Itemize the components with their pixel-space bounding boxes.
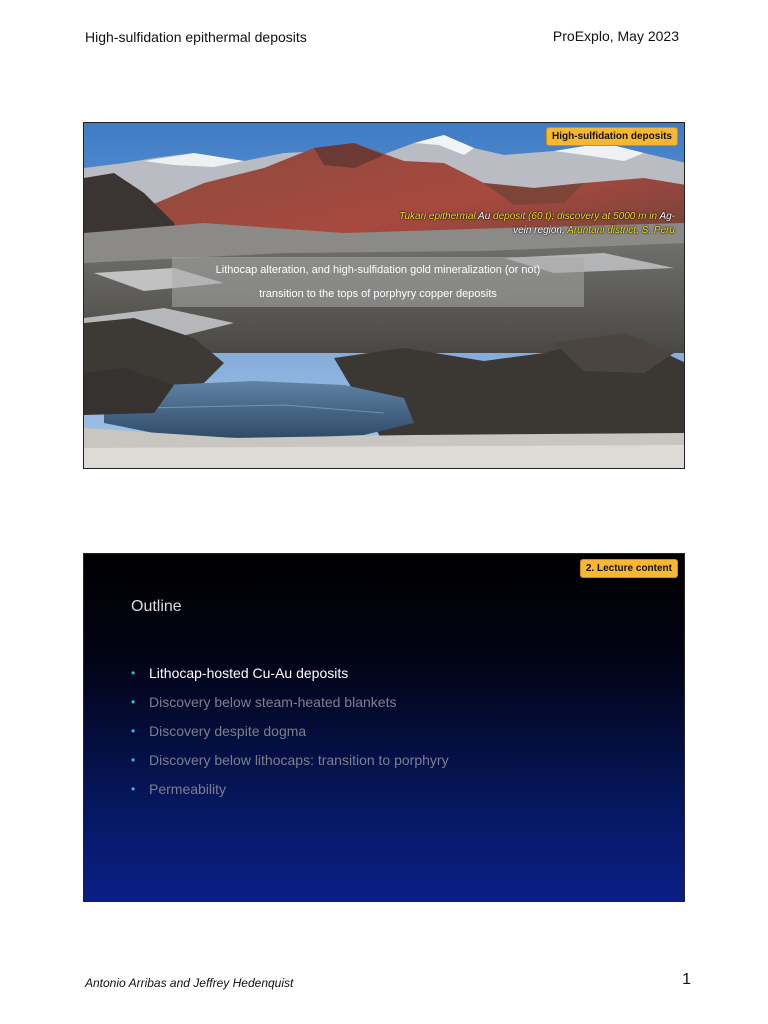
- list-item-label: Lithocap-hosted Cu-Au deposits: [149, 665, 349, 681]
- list-item-label: Discovery below lithocaps: transition to porphyry: [149, 752, 449, 768]
- list-item: [131, 664, 449, 693]
- list-item: [131, 693, 449, 722]
- bullet-icon: •: [131, 782, 136, 796]
- bullet-icon: •: [131, 724, 136, 738]
- section-badge: High-sulfidation deposits: [546, 127, 678, 146]
- photo-caption: [395, 210, 675, 238]
- footer-authors: Antonio Arribas and Jeffrey Hedenquist: [85, 976, 294, 990]
- slide-subtitle-box: [172, 257, 584, 307]
- caption-part: deposit (60 t); discovery at 5000 m in: [493, 211, 660, 222]
- page-number: 1: [682, 971, 691, 988]
- list-item-label: Discovery below steam-heated blankets: [149, 694, 397, 710]
- list-item: [131, 780, 449, 809]
- document-header-event: ProExplo, May 2023: [552, 28, 679, 44]
- caption-part: Aruntani district, S. Peru: [567, 225, 675, 236]
- list-item: [131, 751, 449, 780]
- bullet-icon: •: [131, 666, 136, 680]
- outline-list: [131, 664, 449, 809]
- bullet-icon: •: [131, 695, 136, 709]
- document-header-title: High-sulfidation epithermal deposits: [85, 29, 307, 45]
- bullet-icon: •: [131, 753, 136, 767]
- caption-part: Au: [478, 211, 494, 222]
- slide-title: Outline: [131, 598, 182, 615]
- section-badge: 2. Lecture content: [580, 559, 678, 578]
- list-item: [131, 722, 449, 751]
- slide-1: [83, 122, 685, 469]
- list-item-label: Discovery despite dogma: [149, 723, 307, 739]
- slide-2: [83, 553, 685, 902]
- caption-part: Tukari epithermal: [399, 211, 479, 222]
- caption-part: Ag-vein region,: [513, 211, 675, 236]
- subtitle-line-2: transition to the tops of porphyry copper deposits: [259, 288, 497, 300]
- subtitle-line-1: Lithocap alteration, and high-sulfidation gold mineralization (or not): [215, 264, 541, 276]
- list-item-label: Permeability: [149, 781, 227, 797]
